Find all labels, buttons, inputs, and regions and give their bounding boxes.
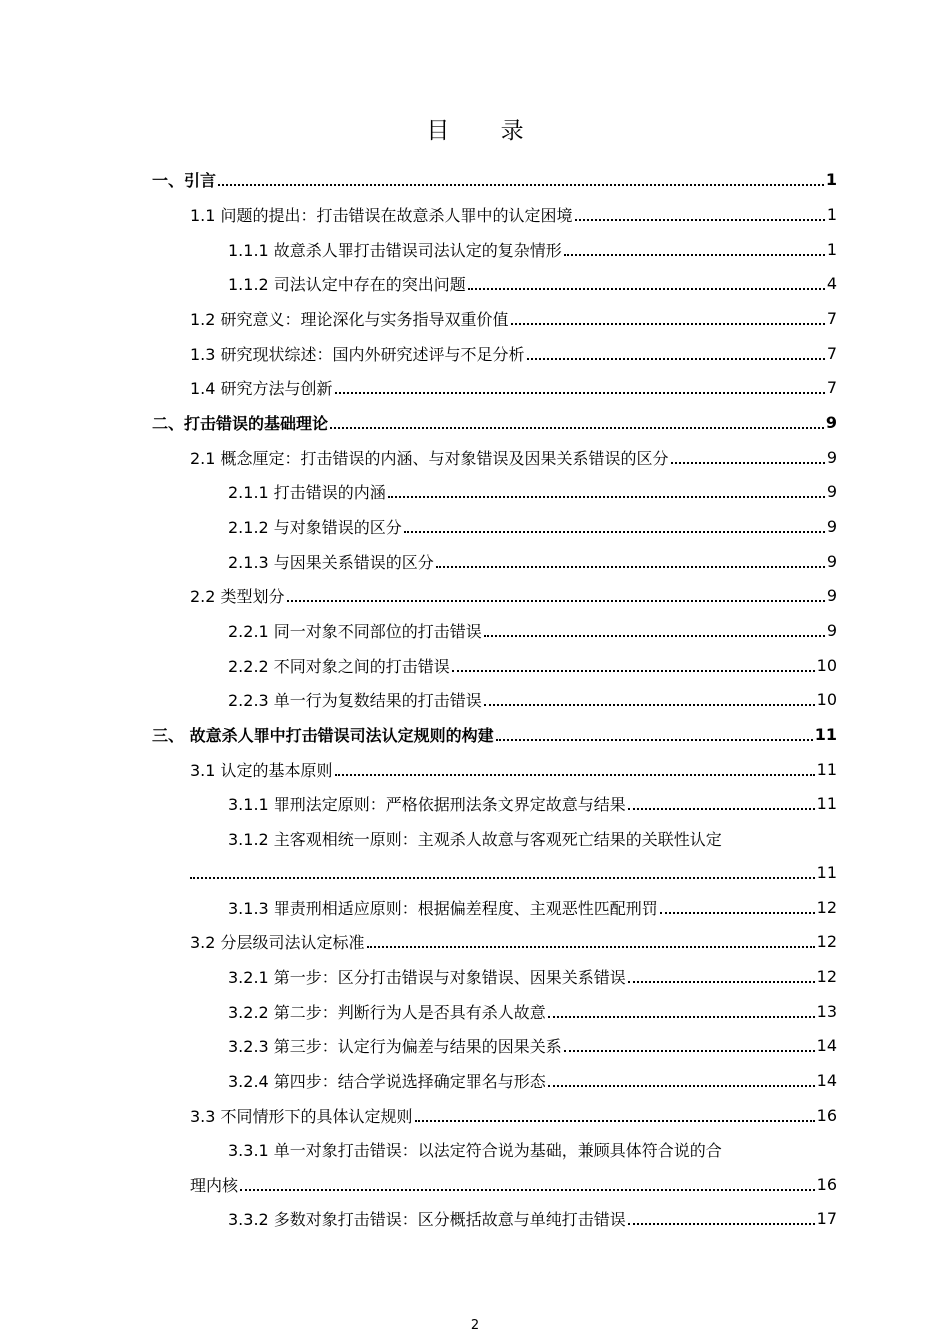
toc-entry-page: 16 xyxy=(816,1174,837,1194)
toc-entry-title: 2.1.1 打击错误的内涵 xyxy=(228,482,386,502)
toc-leader xyxy=(496,738,813,741)
toc-leader xyxy=(335,773,815,776)
toc-entry-title: 3.1 认定的基本原则 xyxy=(190,760,333,780)
toc-entry[interactable] xyxy=(190,370,837,404)
toc-entry-page: 14 xyxy=(816,1035,837,1055)
toc-entry[interactable] xyxy=(228,959,837,993)
toc-entry-page: 9 xyxy=(826,447,837,467)
toc-leader xyxy=(628,1222,815,1225)
toc-entry-title: 二、打击错误的基础理论 xyxy=(152,413,329,433)
toc-leader xyxy=(436,565,825,568)
toc-entry-title: 3.2.3 第三步：认定行为偏差与结果的因果关系 xyxy=(228,1036,562,1056)
toc-entry-title: 3.3 不同情形下的具体认定规则 xyxy=(190,1106,413,1126)
toc-entry[interactable] xyxy=(228,1201,837,1235)
toc-entry-page: 9 xyxy=(826,516,837,536)
toc-entry-page: 11 xyxy=(816,793,837,813)
toc-leader xyxy=(468,287,825,290)
toc-entry-title: 1.1 问题的提出：打击错误在故意杀人罪中的认定困境 xyxy=(190,205,573,225)
toc-entry-title: 1.1.2 司法认定中存在的突出问题 xyxy=(228,274,466,294)
toc-leader xyxy=(240,1188,815,1191)
toc-entry[interactable] xyxy=(190,336,837,370)
toc-entry-title: 3.2.2 第二步：判断行为人是否具有杀人故意 xyxy=(228,1002,546,1022)
toc-entry-page: 13 xyxy=(816,1001,837,1021)
toc-leader xyxy=(564,1049,815,1052)
toc-entry-page: 10 xyxy=(816,655,837,675)
toc-entry-title: 2.2.3 单一行为复数结果的打击错误 xyxy=(228,690,482,710)
toc-entry-title: 1.2 研究意义：理论深化与实务指导双重价值 xyxy=(190,309,509,329)
toc-entry[interactable] xyxy=(152,162,837,196)
toc-entry[interactable] xyxy=(228,474,837,508)
toc-leader xyxy=(484,634,825,637)
toc-leader xyxy=(388,495,825,498)
toc-entry-title: 3.2.4 第四步：结合学说选择确定罪名与形态 xyxy=(228,1071,546,1091)
toc-leader xyxy=(628,980,815,983)
toc-entry[interactable] xyxy=(228,266,837,300)
toc-leader xyxy=(671,461,825,464)
toc-entry-title: 3.1.3 罪责刑相适应原则：根据偏差程度、主观恶性匹配刑罚 xyxy=(228,898,658,918)
toc-entry-continuation[interactable] xyxy=(190,855,837,889)
toc-entry[interactable] xyxy=(190,1098,837,1132)
toc-entry-title: 2.1 概念厘定：打击错误的内涵、与对象错误及因果关系错误的区分 xyxy=(190,448,669,468)
toc-entry-page: 12 xyxy=(816,931,837,951)
toc-entry-page: 17 xyxy=(816,1208,837,1228)
toc-entry[interactable] xyxy=(228,509,837,543)
toc-entry[interactable] xyxy=(228,821,837,855)
toc-entry-title: 理内核 xyxy=(190,1175,239,1195)
toc-entry-page: 7 xyxy=(826,343,837,363)
toc-entry[interactable] xyxy=(228,1063,837,1097)
toc-entry-title: 2.1.2 与对象错误的区分 xyxy=(228,517,402,537)
toc-entry[interactable] xyxy=(190,301,837,335)
toc-entry-title: 3.2.1 第一步：区分打击错误与对象错误、因果关系错误 xyxy=(228,967,626,987)
toc-entry-page: 9 xyxy=(825,412,837,432)
toc-entry-page: 9 xyxy=(826,551,837,571)
toc-entry-page: 16 xyxy=(816,1105,837,1125)
toc-leader xyxy=(628,807,815,810)
toc-entry-continuation[interactable] xyxy=(190,1167,837,1201)
toc-entry-title: 1.3 研究现状综述：国内外研究述评与不足分析 xyxy=(190,344,525,364)
toc-entry-title: 3.1.2 主客观相统一原则：主观杀人故意与客观死亡结果的关联性认定 xyxy=(228,829,722,849)
toc-entry-page: 7 xyxy=(826,377,837,397)
toc-entry-page: 9 xyxy=(826,585,837,605)
toc-entry-page: 14 xyxy=(816,1070,837,1090)
toc-entry[interactable] xyxy=(228,1132,837,1166)
toc-entry[interactable] xyxy=(228,648,837,682)
toc-entry[interactable] xyxy=(152,717,837,751)
toc-entry[interactable] xyxy=(228,786,837,820)
toc-leader xyxy=(404,530,825,533)
toc-entry[interactable] xyxy=(228,613,837,647)
toc-entry-title: 1.4 研究方法与创新 xyxy=(190,378,333,398)
toc-entry-title: 1.1.1 故意杀人罪打击错误司法认定的复杂情形 xyxy=(228,240,562,260)
toc-entry[interactable] xyxy=(228,994,837,1028)
toc-entry-page: 1 xyxy=(825,169,837,189)
toc-leader xyxy=(367,945,815,948)
toc-entry-page: 7 xyxy=(826,308,837,328)
toc-leader xyxy=(548,1015,815,1018)
toc-leader xyxy=(527,357,825,360)
toc-entry-page: 11 xyxy=(814,724,837,744)
toc-entry-title: 2.2.1 同一对象不同部位的打击错误 xyxy=(228,621,482,641)
toc-entry-title: 3.1.1 罪刑法定原则：严格依据刑法条文界定故意与结果 xyxy=(228,794,626,814)
toc-entry-title: 2.2 类型划分 xyxy=(190,586,285,606)
toc-leader xyxy=(484,703,815,706)
toc-entry[interactable] xyxy=(190,924,837,958)
toc-entry-page: 9 xyxy=(826,620,837,640)
toc-entry[interactable] xyxy=(228,232,837,266)
page-number: 2 xyxy=(470,1318,480,1333)
toc-entry[interactable] xyxy=(228,544,837,578)
toc-leader xyxy=(511,322,825,325)
toc-entry-title: 一、引言 xyxy=(152,170,217,190)
toc-leader xyxy=(218,183,824,186)
toc-leader xyxy=(190,876,815,879)
toc-entry-title: 3.3.1 单一对象打击错误：以法定符合说为基础，兼顾具体符合说的合 xyxy=(228,1140,722,1160)
toc-leader xyxy=(564,253,825,256)
toc-leader xyxy=(548,1084,815,1087)
toc-leader xyxy=(287,599,825,602)
toc-entry[interactable] xyxy=(190,197,837,231)
toc-entry-page: 4 xyxy=(826,273,837,293)
toc-entry[interactable] xyxy=(190,440,837,474)
toc-entry[interactable] xyxy=(152,405,837,439)
toc-entry-title: 3.3.2 多数对象打击错误：区分概括故意与单纯打击错误 xyxy=(228,1209,626,1229)
toc-entry-page: 12 xyxy=(816,966,837,986)
toc-entry-title: 3.2 分层级司法认定标准 xyxy=(190,932,365,952)
toc-leader xyxy=(415,1119,815,1122)
toc-leader xyxy=(452,669,815,672)
toc-leader xyxy=(660,911,815,914)
toc-entry-page: 9 xyxy=(826,481,837,501)
toc-entry-page: 1 xyxy=(826,204,837,224)
toc-entry[interactable] xyxy=(228,682,837,716)
toc-entry-title: 三、 故意杀人罪中打击错误司法认定规则的构建 xyxy=(152,725,494,745)
toc-entry-title: 2.1.3 与因果关系错误的区分 xyxy=(228,552,434,572)
toc-entry-page: 1 xyxy=(826,239,837,259)
toc-entry-page: 12 xyxy=(816,897,837,917)
toc-entry[interactable] xyxy=(228,890,837,924)
toc-leader xyxy=(330,426,824,429)
toc-leader xyxy=(335,391,825,394)
toc-entry[interactable] xyxy=(190,752,837,786)
toc-entry-page: 10 xyxy=(816,689,837,709)
toc-entry-page: 11 xyxy=(816,862,837,882)
toc-entry-title: 2.2.2 不同对象之间的打击错误 xyxy=(228,656,450,676)
toc-entry[interactable] xyxy=(228,1028,837,1062)
page-title: 目 录 xyxy=(426,118,546,144)
toc-entry[interactable] xyxy=(190,578,837,612)
toc-leader xyxy=(575,218,825,221)
toc-entry-page: 11 xyxy=(816,759,837,779)
